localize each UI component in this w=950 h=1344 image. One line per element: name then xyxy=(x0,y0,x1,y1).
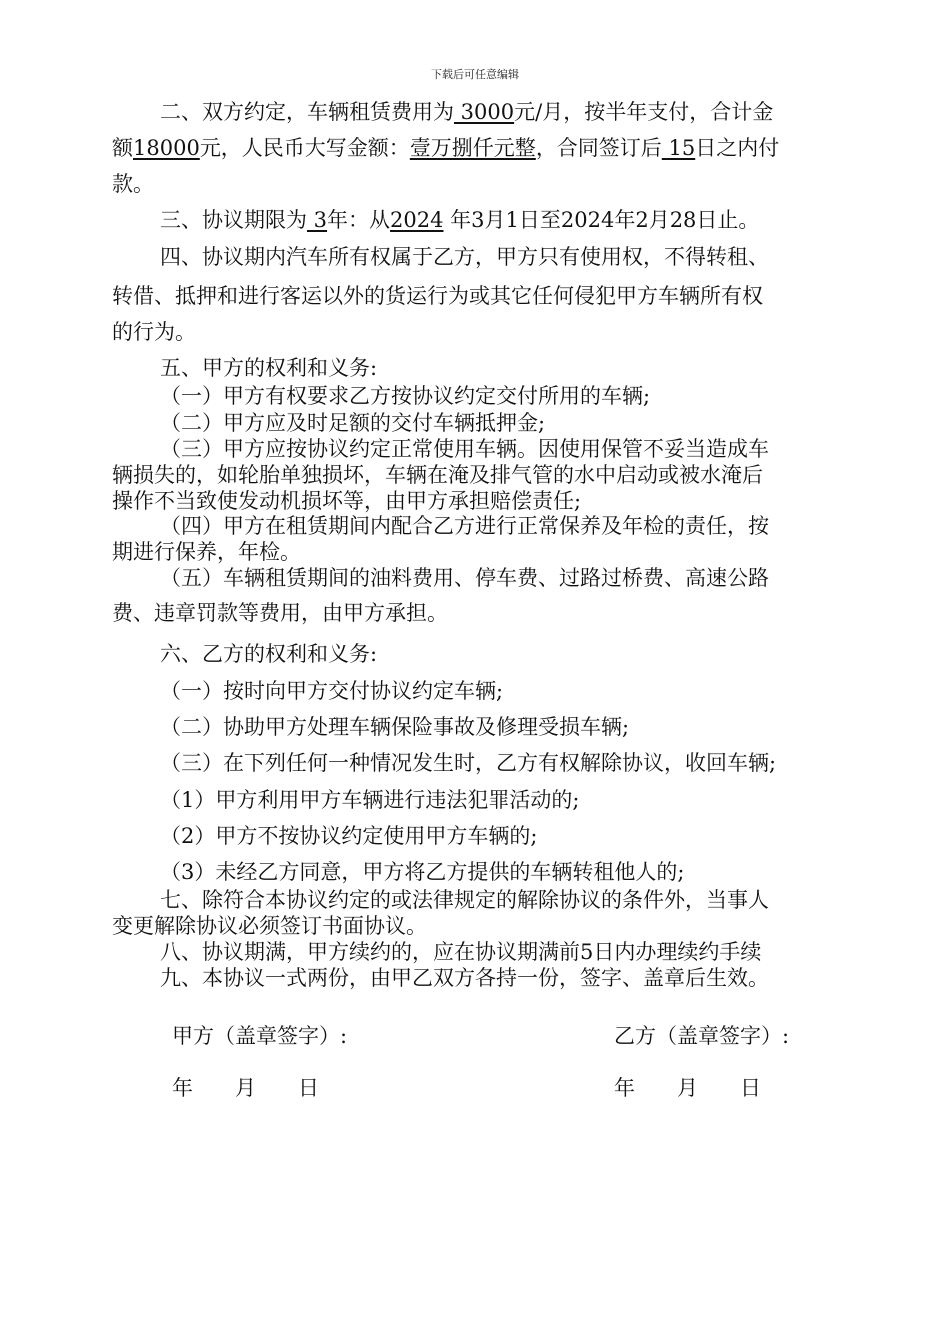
party-a-signature-label: 甲方（盖章签字）: xyxy=(172,1024,348,1048)
clause6-sub1: （1）甲方利用甲方车辆进行违法犯罪活动的; xyxy=(160,788,580,812)
clause5-item3-line3: 操作不当致使发动机损坏等，由甲方承担赔偿责任; xyxy=(112,489,582,513)
clause6-item3: （三）在下列任何一种情况发生时，乙方有权解除协议，收回车辆; xyxy=(160,751,777,775)
party-b-signature-label: 乙方（盖章签字）: xyxy=(614,1024,790,1048)
total-amount: 18000 xyxy=(133,136,200,160)
header-note: 下载后可任意编辑 xyxy=(431,68,519,81)
clause2-text: 二、双方约定，车辆租赁费用为 xyxy=(160,100,454,124)
payment-days: 15 xyxy=(661,136,696,160)
clause6-title: 六、乙方的权利和义务: xyxy=(160,642,378,666)
clause3-text: 年3月1日至2024年2月28日止。 xyxy=(443,208,760,232)
monthly-fee: 3000 xyxy=(454,100,515,124)
clause6-sub2: （2）甲方不按协议约定使用甲方车辆的; xyxy=(160,824,538,848)
clause2-line1 xyxy=(160,100,773,124)
party-a-date: 年 月 日 xyxy=(172,1076,319,1100)
clause7-line2: 变更解除协议必须签订书面协议。 xyxy=(112,914,427,938)
party-b-date: 年 月 日 xyxy=(614,1076,761,1100)
clause4-line3: 的行为。 xyxy=(112,320,196,344)
start-year: 2024 xyxy=(390,208,444,232)
clause5-item3-line1: （三）甲方应按协议约定正常使用车辆。因使用保管不妥当造成车 xyxy=(160,437,769,461)
clause3-text: 三、协议期限为 xyxy=(160,208,307,232)
term-years: 3 xyxy=(307,208,328,232)
clause4-line2: 转借、抵押和进行客运以外的货运行为或其它任何侵犯甲方车辆所有权 xyxy=(112,284,763,308)
clause2-text: 额 xyxy=(112,136,133,160)
clause2-line3: 款。 xyxy=(112,172,154,196)
clause5-item5-line1: （五）车辆租赁期间的油料费用、停车费、过路过桥费、高速公路 xyxy=(160,566,769,590)
clause2-line2 xyxy=(112,136,779,160)
clause6-sub3: （3）未经乙方同意，甲方将乙方提供的车辆转租他人的; xyxy=(160,860,685,884)
clause5-item4-line2: 期进行保养，年检。 xyxy=(112,540,301,564)
clause2-text: 元/月，按半年支付，合计金 xyxy=(514,100,774,124)
clause9: 九、本协议一式两份，由甲乙双方各持一份，签字、盖章后生效。 xyxy=(160,966,769,990)
clause2-text: 元，人民币大写金额： xyxy=(199,136,410,160)
total-amount-chinese: 壹万捌仟元整 xyxy=(409,136,536,160)
clause5-item2: （二）甲方应及时足额的交付车辆抵押金; xyxy=(160,411,546,435)
clause8: 八、协议期满，甲方续约的，应在协议期满前5日内办理续约手续 xyxy=(160,940,762,964)
clause5-item5-line2: 费、违章罚款等费用，由甲方承担。 xyxy=(112,601,448,625)
clause2-text: ，合同签订后 xyxy=(535,136,662,160)
clause4-line1: 四、协议期内汽车所有权属于乙方，甲方只有使用权，不得转租、 xyxy=(160,245,769,269)
clause6-item1: （一）按时向甲方交付协议约定车辆; xyxy=(160,679,504,703)
clause7-line1: 七、除符合本协议约定的或法律规定的解除协议的条件外，当事人 xyxy=(160,888,769,912)
clause6-item2: （二）协助甲方处理车辆保险事故及修理受损车辆; xyxy=(160,715,630,739)
clause3-text: 年：从 xyxy=(327,208,391,232)
clause5-item3-line2: 辆损失的，如轮胎单独损坏，车辆在淹及排气管的水中启动或被水淹后 xyxy=(112,463,763,487)
clause3-line xyxy=(160,208,759,232)
clause2-text: 日之内付 xyxy=(695,136,780,160)
clause5-item4-line1: （四）甲方在租赁期间内配合乙方进行正常保养及年检的责任，按 xyxy=(160,514,769,538)
clause5-title: 五、甲方的权利和义务: xyxy=(160,356,378,380)
clause5-item1: （一）甲方有权要求乙方按协议约定交付所用的车辆; xyxy=(160,384,651,408)
